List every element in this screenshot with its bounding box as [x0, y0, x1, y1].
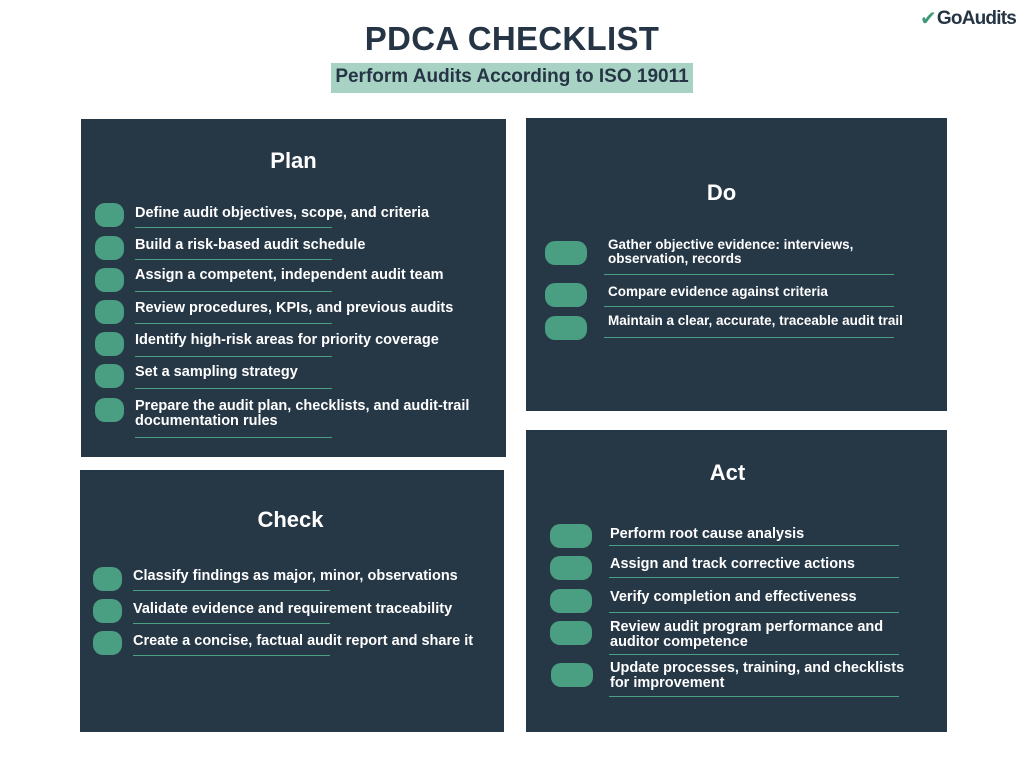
divider	[133, 590, 330, 591]
divider	[609, 612, 899, 613]
divider	[135, 437, 332, 438]
check-title: Check	[257, 507, 324, 532]
checkbox-pill[interactable]	[550, 524, 592, 548]
plan-panel: Plan Define audit objectives, scope, and criteria Build a risk-based audit schedule Assign a competent, independent audit team Review procedures, KPIs, and previous audits Identify high-risk areas for priority coverage Set a sampling strategy Prepare the audit plan, checklists, and audit-trail documentation rules	[81, 119, 506, 457]
checkbox-pill[interactable]	[550, 621, 592, 645]
checkbox-pill[interactable]	[95, 236, 124, 260]
divider	[133, 623, 330, 624]
divider	[135, 259, 332, 260]
checkbox-pill[interactable]	[545, 241, 587, 265]
checkbox-pill[interactable]	[95, 268, 124, 292]
divider	[604, 306, 894, 307]
divider	[135, 227, 332, 228]
page-title: PDCA CHECKLIST	[364, 20, 660, 57]
act-title: Act	[709, 460, 746, 485]
goaudits-logo	[920, 6, 1016, 31]
do-panel: Do Gather objective evidence: interviews, observation, records Compare evidence against criteria Maintain a clear, accurate, traceable audit trail	[526, 118, 947, 411]
checkbox-pill[interactable]	[95, 203, 124, 227]
plan-title: Plan	[270, 148, 317, 173]
divider	[135, 388, 332, 389]
checkbox-pill[interactable]	[545, 316, 587, 340]
checkbox-pill[interactable]	[95, 364, 124, 388]
do-title: Do	[706, 180, 737, 205]
divider	[135, 323, 332, 324]
checkbox-pill[interactable]	[95, 332, 124, 356]
check-icon: ✔	[919, 8, 936, 30]
page-subtitle: Perform Audits According to ISO 19011	[331, 63, 692, 93]
divider	[135, 291, 332, 292]
divider	[609, 545, 899, 546]
checkbox-pill[interactable]	[95, 300, 124, 324]
checkbox-pill[interactable]	[550, 589, 592, 613]
checkbox-pill[interactable]	[93, 599, 122, 623]
divider	[604, 274, 894, 275]
logo-text: GoAudits	[936, 7, 1016, 29]
checkbox-pill[interactable]	[551, 663, 593, 687]
checkbox-pill[interactable]	[93, 631, 122, 655]
checkbox-pill[interactable]	[95, 398, 124, 422]
check-panel: Check Classify findings as major, minor, observations Validate evidence and requirement traceability Create a concise, factual audit report and share it	[80, 470, 504, 732]
divider	[133, 655, 330, 656]
checkbox-pill[interactable]	[93, 567, 122, 591]
act-panel: Act Perform root cause analysis Assign and track corrective actions Verify completion and effectiveness Review audit program performance and auditor competence Update processes, training, and checklists for improvement	[526, 430, 947, 732]
checkbox-pill[interactable]	[550, 556, 592, 580]
divider	[604, 337, 894, 338]
divider	[609, 654, 899, 655]
divider	[609, 696, 899, 697]
divider	[135, 356, 332, 357]
checkbox-pill[interactable]	[545, 283, 587, 307]
divider	[609, 577, 899, 578]
